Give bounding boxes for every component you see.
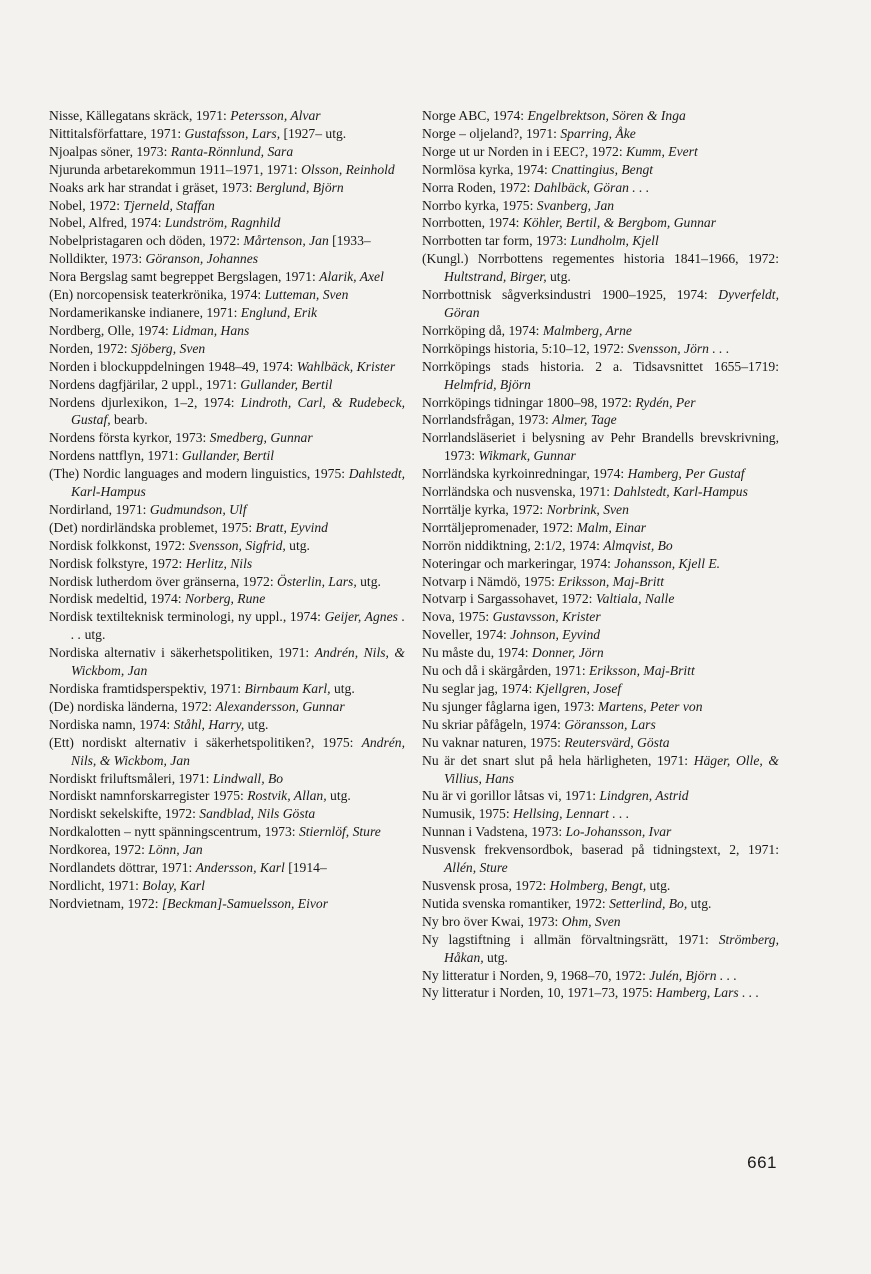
entry-title: Nordlicht, 1971: [49,877,143,893]
entry-author: Alarik, Axel [319,269,384,285]
index-entry [49,268,405,286]
index-entry [49,698,405,716]
entry-author: Dahlstedt, Karl-Hampus [71,466,405,500]
index-entry [49,197,405,215]
index-entry [422,590,779,608]
entry-title: Ny litteratur i Norden, 9, 1968–70, 1972: [422,967,650,983]
index-entry [49,716,405,734]
entry-title: Notvarp i Sargassohavet, 1972: [422,591,596,607]
entry-title: Normlösa kyrka, 1974: [422,161,552,177]
entry-title: Nordisk lutherdom över gränserna, 1972: [49,573,278,589]
index-entry [422,250,779,286]
index-entry [49,376,405,394]
entry-author: Julén, Björn . . . [649,967,737,983]
entry-author: Dyverfeldt, Göran [444,287,779,320]
index-entry [422,125,779,143]
entry-author: Birnbaum Karl, [244,681,331,696]
entry-title: Nittitalsförfattare, 1971: [49,125,185,141]
index-entry [422,483,779,501]
index-entry [422,411,779,429]
index-entry [49,322,405,340]
entry-title: Nordens djurlexikon, 1–2, 1974: [49,394,241,410]
right-column [422,107,779,1002]
entry-author: Engelbrektson, Sören & Inga [527,108,686,123]
entry-author: Bolay, Karl [142,877,205,893]
entry-suffix: utg. [326,788,351,804]
entry-title: Njoalpas söner, 1973: [49,143,171,159]
entry-author: Almer, Tage [552,412,617,428]
entry-author: Mårtenson, Jan [243,233,329,249]
entry-author: Petersson, Alvar [230,108,321,123]
index-entry [49,179,405,197]
entry-title: Norden i blockuppdelningen 1948–49, 1974: [49,358,297,374]
entry-author: Helmfrid, Björn [444,376,531,392]
entry-title: Numusik, 1975: [422,806,514,822]
entry-author: Geijer, Agnes . . . [71,609,405,643]
entry-suffix: utg. [546,269,571,285]
entry-author: Lo-Johansson, Ivar [565,824,672,840]
entry-title: Nordamerikanske indianere, 1971: [49,304,241,320]
index-entry [49,286,405,304]
index-entry [422,913,779,931]
index-entry [49,161,405,179]
entry-title: Nordiskt friluftsmåleri, 1971: [49,770,213,786]
entry-author: Wikmark, Gunnar [478,448,576,464]
entry-title: Nu är det snart slut på hela härligheten, 1971: [422,752,694,768]
entry-title: Norrköpings stads historia. 2 a. Tidsavsnittet 1655–1719: [422,358,779,374]
index-entry [49,787,405,805]
entry-title: Ny lagstiftning i allmän förvaltningsrätt, 1971: [422,931,719,947]
entry-title: Norge ABC, 1974: [422,108,528,123]
entry-title: Norden, 1972: [49,340,131,356]
entry-title: Noveller, 1974: [422,627,511,643]
entry-suffix: utg. [330,681,355,696]
entry-author: Andersson, Karl [195,860,285,876]
entry-title: Nobel, 1972: [49,197,124,213]
entry-author: Svanberg, Jan [536,197,615,213]
entry-suffix: utg. [81,627,106,643]
index-entry [422,662,779,680]
entry-author: Häger, Olle, & Villius, Hans [444,752,779,786]
entry-title: Nova, 1975: [422,609,493,625]
entry-title: Nordisk folkstyre, 1972: [49,555,186,571]
entry-author: Wahlbäck, Krister [296,358,396,374]
entry-author: Herlitz, Nils [185,555,253,571]
entry-author: Ståhl, Harry, [173,716,245,732]
index-entry [422,232,779,250]
entry-author: Sandblad, Nils Gösta [199,806,316,822]
entry-author: Göransson, Lars [564,716,656,732]
index-entry [422,107,779,125]
entry-author: Eriksson, Maj-Britt [589,663,695,679]
entry-author: Rydén, Per [635,394,696,410]
entry-author: Johansson, Kjell E. [614,555,721,571]
entry-title: Nordisk textilteknisk terminologi, ny uppl., 1974: [49,609,325,625]
entry-author: Allén, Sture [444,860,508,876]
index-entry [422,161,779,179]
index-entry [422,358,779,394]
entry-title: (En) norcopensisk teaterkrönika, 1974: [49,287,265,303]
entry-title: Norrtälje kyrka, 1972: [422,501,547,517]
index-entry [422,322,779,340]
index-entry [49,107,405,125]
index-entry [422,143,779,161]
index-entry [422,608,779,626]
entry-title: Nobelpristagaren och döden, 1972: [49,233,244,249]
index-entry [422,752,779,788]
index-entry [49,214,405,232]
entry-title: Norge – oljeland?, 1971: [422,125,561,141]
entry-author: Rostvik, Allan, [247,788,327,804]
entry-title: Norrbo kyrka, 1975: [422,197,537,213]
entry-title: Nolldikter, 1973: [49,251,146,267]
entry-title: Nusvensk prosa, 1972: [422,877,550,893]
entry-title: Nusvensk frekvensordbok, baserad på tidningstext, 2, 1971: [422,842,779,858]
entry-title: Nordiska framtidsperspektiv, 1971: [49,681,245,696]
entry-title: Norrtäljepromenader, 1972: [422,519,577,535]
entry-title: Njurunda arbetarekommun 1911–1971, 1971: [49,161,302,177]
entry-author: Kumm, Evert [626,143,698,159]
entry-title: Nu måste du, 1974: [422,645,532,661]
index-entry [49,555,405,573]
entry-author: Hellsing, Lennart . . . [513,806,630,822]
index-entry [422,877,779,895]
index-entry [422,286,779,322]
index-entry [422,179,779,197]
index-entry [49,841,405,859]
entry-suffix: utg. [356,573,381,589]
entry-title: Nordens första kyrkor, 1973: [49,430,210,446]
entry-author: Svensson, Jörn . . . [627,340,730,356]
entry-author: Lindwall, Bo [212,770,284,786]
entry-author: Norbrink, Sven [546,501,629,517]
entry-author: Gullander, Bertil [240,376,333,392]
index-entry [49,447,405,465]
entry-author: Martens, Peter von [597,698,703,714]
entry-author: Dahlstedt, Karl-Hampus [613,484,748,500]
index-entry [422,823,779,841]
index-entry [49,501,405,519]
entry-title: Nu sjunger fåglarna igen, 1973: [422,698,598,714]
entry-author: [Beckman]-Samuelsson, Eivor [161,895,329,911]
index-entry [422,555,779,573]
entry-title: Nordiska alternativ i säkerhetspolitiken, 1971: [49,645,315,661]
entry-suffix: [1933– [328,233,371,249]
index-entry [422,698,779,716]
entry-author: Valtiala, Nalle [595,591,675,607]
entry-author: Norberg, Rune [184,591,266,607]
index-entry [49,823,405,841]
index-entry [49,125,405,143]
entry-title: Noaks ark har strandat i gräset, 1973: [49,179,256,195]
entry-title: (Ett) nordiskt alternativ i säkerhetspolitiken?, 1975: [49,734,362,750]
entry-author: Sjöberg, Sven [130,340,206,356]
entry-title: Nordkalotten – nytt spänningscentrum, 1973: [49,824,299,840]
index-entry [49,805,405,823]
entry-title: Nu skriar påfågeln, 1974: [422,716,565,732]
index-entry [49,537,405,555]
index-entry [422,394,779,412]
entry-author: Lundström, Ragnhild [164,215,281,231]
index-entry [422,197,779,215]
index-entry [49,608,405,644]
entry-title: Norrbotten, 1974: [422,215,523,231]
entry-suffix: utg. [646,877,671,893]
entry-author: Köhler, Bertil, & Bergbom, Gunnar [522,215,717,231]
index-entry [422,429,779,465]
entry-suffix: bearb. [110,412,148,428]
entry-title: Norrländska och nusvenska, 1971: [422,484,614,500]
entry-title: Norrköpings tidningar 1800–98, 1972: [422,394,636,410]
index-entry [422,519,779,537]
entry-author: Andrén, Nils, & Wickbom, Jan [71,645,405,679]
entry-author: Reutersvärd, Gösta [564,734,670,750]
entry-suffix: utg. [687,895,712,911]
entry-author: Svensson, Sigfrid, [188,537,286,553]
entry-title: Nordiskt namnforskarregister 1975: [49,788,248,804]
entry-author: Cnattingius, Bengt [551,161,654,177]
entry-author: Kjellgren, Josef [535,681,622,696]
index-entry [422,805,779,823]
entry-title: Ny bro över Kwai, 1973: [422,913,562,929]
index-entry [49,465,405,501]
entry-author: Johnson, Eyvind [510,627,601,643]
entry-title: Nu vaknar naturen, 1975: [422,734,565,750]
entry-title: Norrbottnisk sågverksindustri 1900–1925, 1974: [422,287,719,303]
entry-title: Nordirland, 1971: [49,501,150,517]
index-entry [49,770,405,788]
entry-title: Noteringar och markeringar, 1974: [422,555,615,571]
entry-author: Göranson, Johannes [145,251,259,267]
index-entry [49,250,405,268]
entry-author: Gustavsson, Krister [492,609,601,625]
entry-title: (The) Nordic languages and modern linguistics, 1975: [49,466,349,482]
entry-author: Malm, Einar [576,519,647,535]
entry-author: Dahlbäck, Göran . . . [533,179,650,195]
entry-title: Nordens dagfjärilar, 2 uppl., 1971: [49,376,241,392]
entry-title: Norra Roden, 1972: [422,179,534,195]
entry-author: Ranta-Rönnlund, Sara [170,143,294,159]
index-entry [49,877,405,895]
index-entry [422,644,779,662]
entry-author: Andrén, Nils, & Wickbom, Jan [71,734,405,768]
entry-title: Nobel, Alfred, 1974: [49,215,165,231]
entry-title: (Kungl.) Norrbottens regementes historia 1841–1966, 1972: [422,251,779,267]
entry-author: Alexandersson, Gunnar [215,698,345,714]
page-number: 661 [747,1153,777,1172]
index-entry [49,394,405,430]
index-entry [49,734,405,770]
index-entry [422,967,779,985]
entry-title: Nordisk medeltid, 1974: [49,591,185,607]
entry-title: Nordlandets döttrar, 1971: [49,860,196,876]
entry-author: Eriksson, Maj-Britt [558,573,665,589]
index-entry [422,841,779,877]
entry-author: Strömberg, Håkan, [444,931,779,965]
entry-author: Gullander, Bertil [181,448,275,464]
entry-title: Nutida svenska romantiker, 1972: [422,895,610,911]
index-entry [422,626,779,644]
entry-title: Nordvietnam, 1972: [49,895,162,911]
entry-author: Stiernlöf, Sture [298,824,381,840]
index-entry [422,340,779,358]
index-entry [49,680,405,698]
index-entry [49,232,405,250]
entry-title: Nordberg, Olle, 1974: [49,322,173,338]
entry-author: Malmberg, Arne [542,322,632,338]
entry-title: Norrlandsläseriet i belysning av Pehr Brandells brevskrivning, 1973: [422,430,779,464]
entry-suffix: utg. [244,716,269,732]
index-entry [49,340,405,358]
index-entry [49,429,405,447]
entry-title: Nu är vi gorillor låtsas vi, 1971: [422,788,600,804]
entry-author: Donner, Jörn [531,645,604,661]
entry-author: Lindroth, Carl, & Rudebeck, Gustaf, [71,394,406,428]
entry-author: Berglund, Björn [255,179,344,195]
entry-title: Nunnan i Vadstena, 1973: [422,824,566,840]
index-entry [49,304,405,322]
index-entry [49,895,405,913]
index-entry [422,716,779,734]
entry-author: Holmberg, Bengt, [549,877,647,893]
entry-title: Nisse, Källegatans skräck, 1971: [49,108,231,123]
entry-title: Nordkorea, 1972: [49,842,149,858]
entry-suffix: utg. [483,949,508,965]
index-entry [49,358,405,376]
entry-author: Englund, Erik [240,304,318,320]
entry-author: Almqvist, Bo [603,537,673,553]
entry-title: Nora Bergslag samt begreppet Bergslagen, 1971: [49,269,320,285]
entry-title: Ny litteratur i Norden, 10, 1971–73, 1975: [422,985,657,1001]
index-entry [49,573,405,591]
entry-title: Nu och då i skärgården, 1971: [422,663,589,679]
entry-title: Nordiska namn, 1974: [49,716,174,732]
entry-title: Nordisk folkkonst, 1972: [49,537,189,553]
index-entry [49,644,405,680]
entry-title: Norrbotten tar form, 1973: [422,233,571,249]
index-entry [422,895,779,913]
entry-author: Hamberg, Per Gustaf [627,466,745,482]
index-entry [422,573,779,591]
entry-author: Tjerneld, Staffan [123,197,215,213]
entry-title: Nordiskt sekelskifte, 1972: [49,806,200,822]
entry-author: Lindgren, Astrid [599,788,689,804]
entry-author: Lönn, Jan [148,842,203,858]
entry-title: Nordens nattflyn, 1971: [49,448,182,464]
entry-title: Norrländska kyrkoinredningar, 1974: [422,466,628,482]
entry-author: Olsson, Reinhold [301,161,395,177]
entry-author: Gustafsson, Lars, [184,125,281,141]
entry-title: Norge ut ur Norden in i EEC?, 1972: [422,143,626,159]
entry-author: Ohm, Sven [561,913,621,929]
entry-author: Gudmundson, Ulf [149,501,247,517]
index-entry [422,931,779,967]
entry-author: Hultstrand, Birger, [444,269,547,285]
index-entry [422,787,779,805]
index-entry [49,859,405,877]
entry-author: Sparring, Åke [560,125,636,141]
entry-suffix: [1927– utg. [280,125,347,141]
entry-author: Lidman, Hans [172,322,250,338]
index-entry [422,465,779,483]
index-entry [422,680,779,698]
entry-suffix: utg. [285,537,310,553]
index-entry [49,590,405,608]
entry-author: Bratt, Eyvind [255,519,328,535]
entry-title: Norrön niddiktning, 2:1/2, 1974: [422,537,604,553]
entry-title: Norrlandsfrågan, 1973: [422,412,553,428]
entry-title: (De) nordiska länderna, 1972: [49,698,216,714]
index-entry [49,519,405,537]
index-entry [422,214,779,232]
entry-title: Norrköpings historia, 5:10–12, 1972: [422,340,628,356]
entry-title: Norrköping då, 1974: [422,322,543,338]
entry-author: Setterlind, Bo, [609,895,688,911]
entry-title: Notvarp i Nämdö, 1975: [422,573,559,589]
entry-suffix: [1914– [284,860,327,876]
entry-title: Nu seglar jag, 1974: [422,681,536,696]
entry-author: Lundholm, Kjell [570,233,659,249]
entry-title: (Det) nordirländska problemet, 1975: [49,519,256,535]
left-column [49,107,405,913]
index-entry [422,984,779,1002]
index-entry [422,537,779,555]
index-entry [422,734,779,752]
entry-author: Hamberg, Lars . . . [656,985,760,1001]
index-entry [422,501,779,519]
index-entry [49,143,405,161]
entry-author: Österlin, Lars, [277,573,357,589]
entry-author: Lutteman, Sven [264,287,349,303]
entry-author: Smedberg, Gunnar [209,430,313,446]
